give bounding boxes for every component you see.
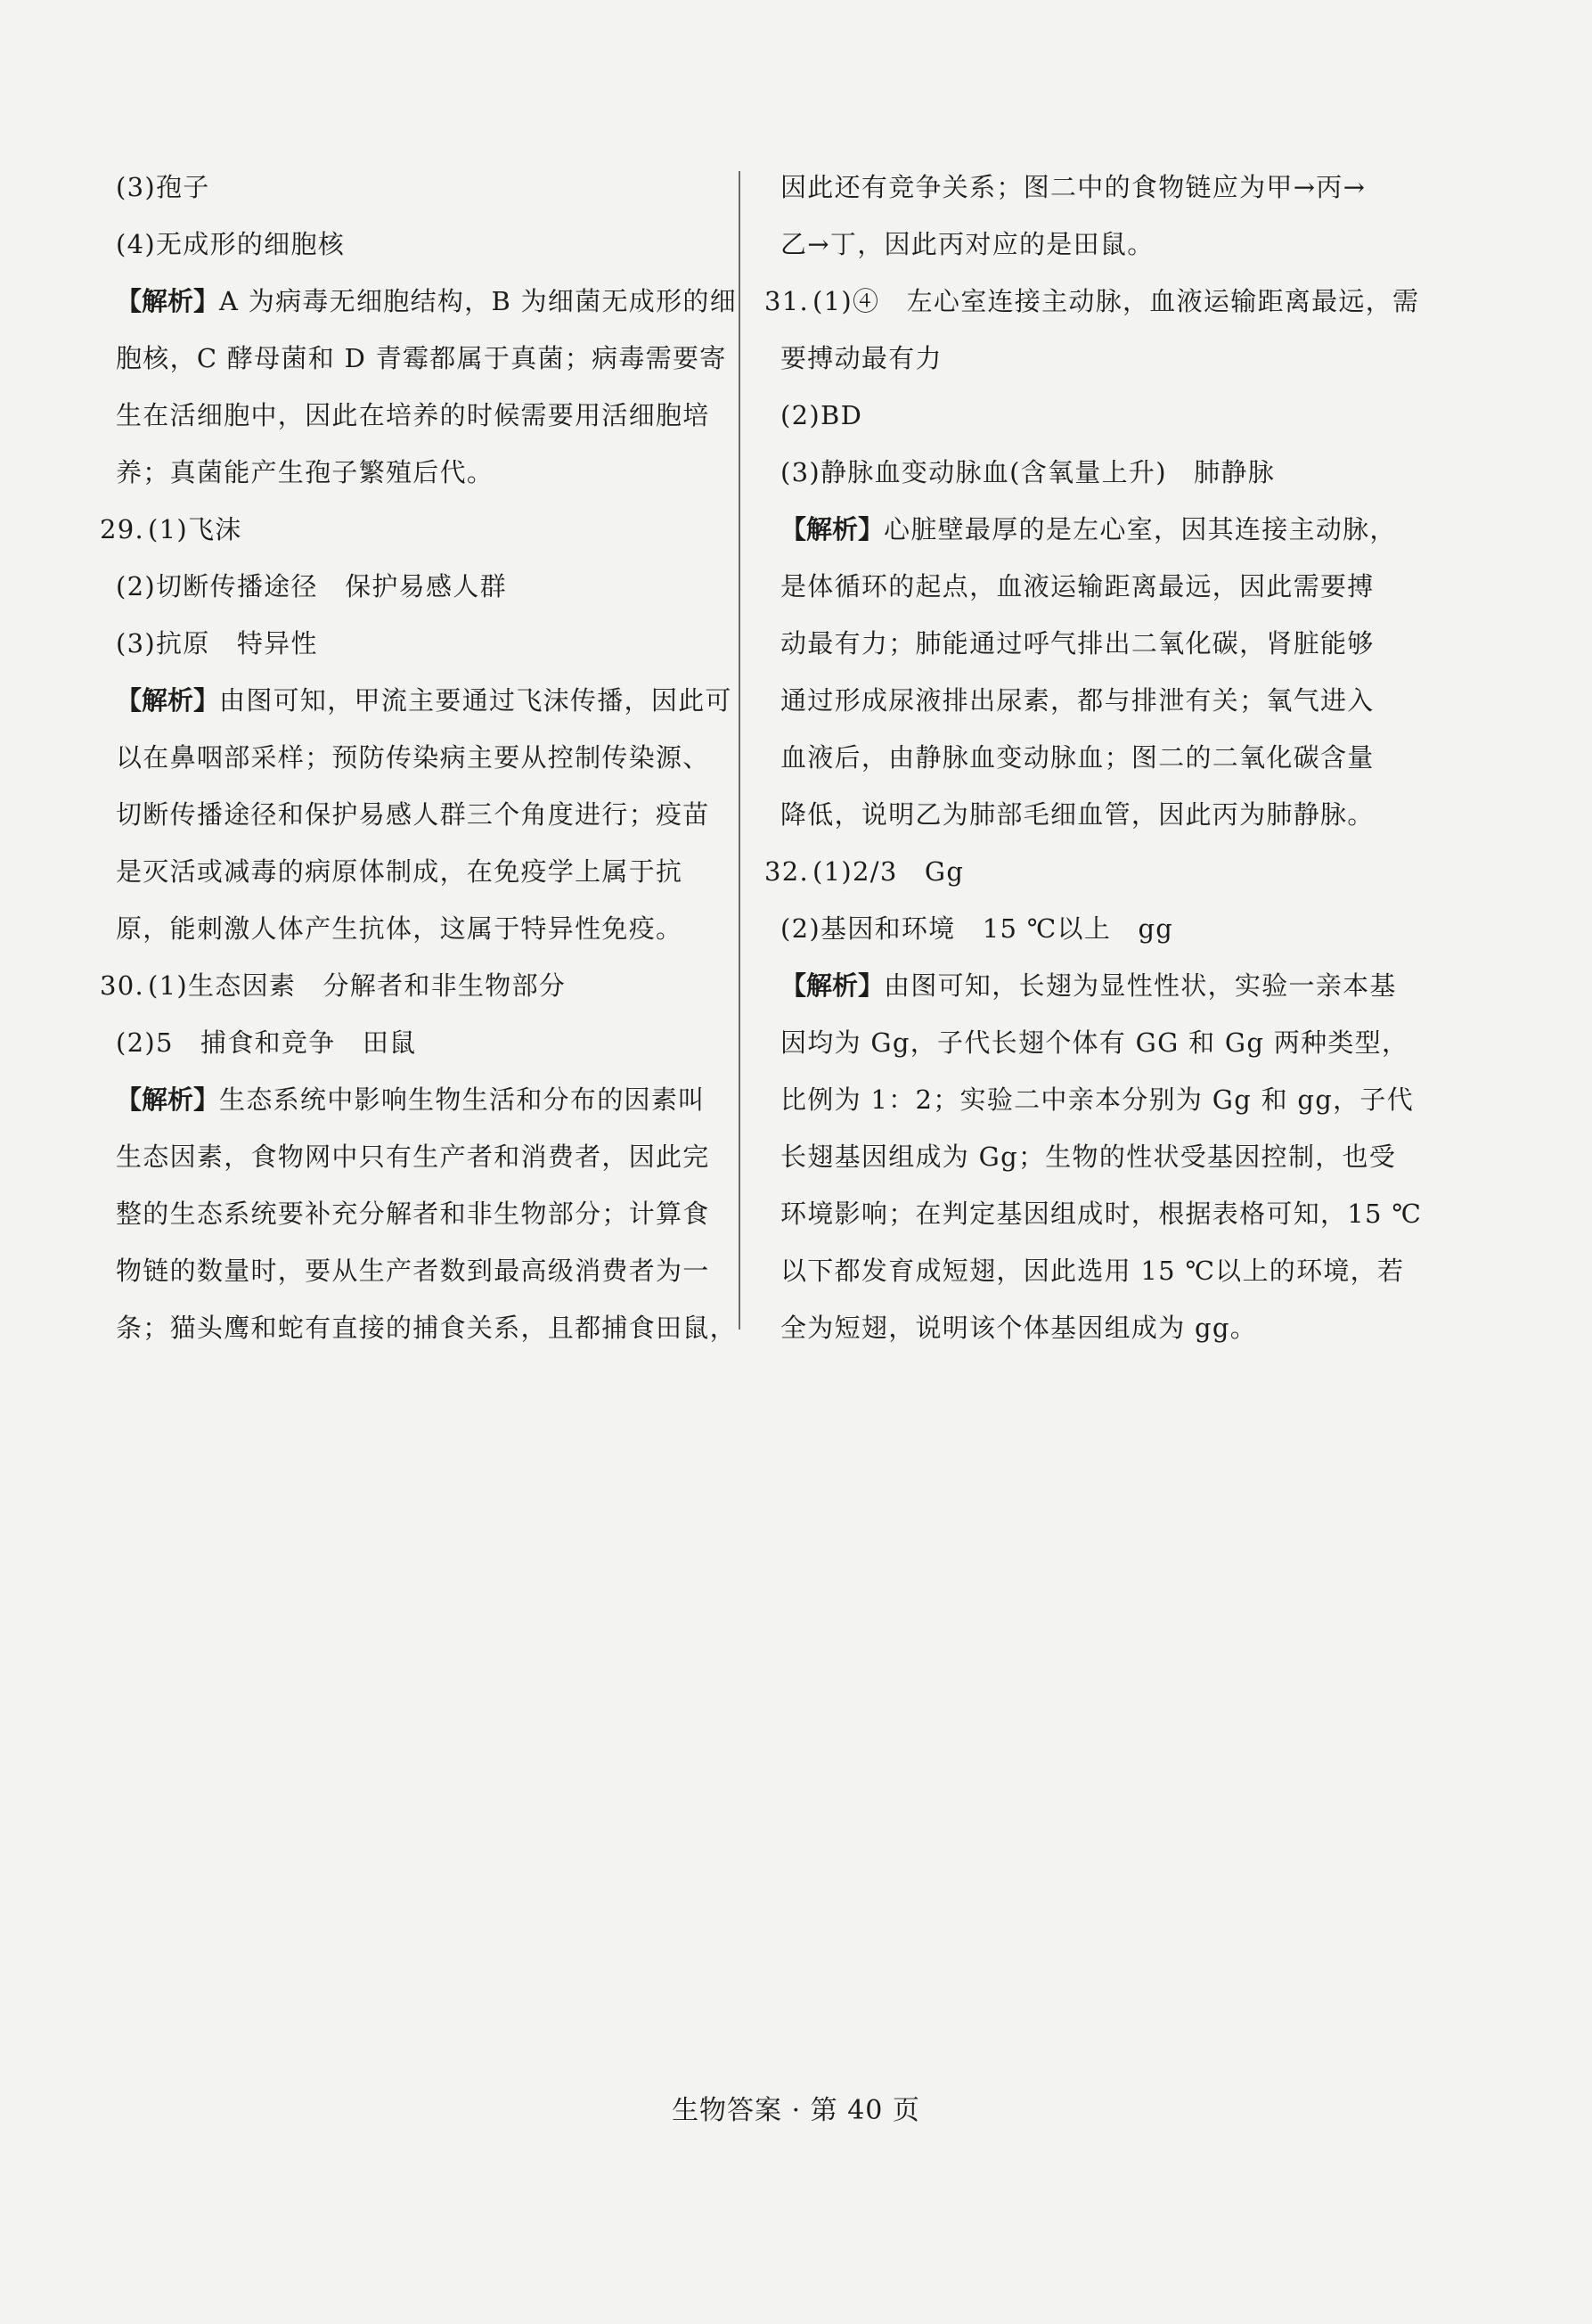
line-text: 原，能刺激人体产生抗体，这属于特异性免疫。 xyxy=(116,913,683,944)
line-text: 条；猫头鹰和蛇有直接的捕食关系，且都捕食田鼠， xyxy=(116,1313,737,1343)
line-text: A 为病毒无细胞结构，B 为细菌无成形的细 xyxy=(219,286,738,316)
text-line xyxy=(764,1185,1425,1242)
text-line xyxy=(764,1014,1425,1071)
line-text: 因此还有竞争关系；图二中的食物链应为甲→丙→ xyxy=(780,172,1367,202)
text-line xyxy=(100,273,738,330)
line-text: (2)基因和环境 15 ℃以上 gg xyxy=(780,913,1174,944)
analysis-tag: 【解析】 xyxy=(116,685,220,716)
text-line xyxy=(100,1071,723,1128)
line-text: 由图可知，长翅为显性性状，实验一亲本基 xyxy=(884,970,1397,1001)
line-text: 生态系统中影响生物生活和分布的因素叫 xyxy=(219,1084,706,1115)
line-text: 乙→丁，因此丙对应的是田鼠。 xyxy=(780,229,1155,259)
analysis-tag: 【解析】 xyxy=(116,286,220,316)
line-text: 要搏动最有力 xyxy=(780,343,943,373)
line-text: 物链的数量时，要从生产者数到最高级消费者为一 xyxy=(116,1256,710,1286)
text-line xyxy=(100,615,723,672)
line-text: (1)生态因素 分解者和非生物部分 xyxy=(148,970,567,1001)
line-text: 长翅基因组成为 Gg；生物的性状受基因控制，也受 xyxy=(780,1142,1397,1172)
text-line xyxy=(764,387,1425,444)
column-divider xyxy=(739,171,740,1330)
line-text: (2)5 捕食和竞争 田鼠 xyxy=(116,1027,417,1058)
question-number: 31. xyxy=(764,286,810,316)
text-line xyxy=(100,957,723,1014)
line-text: 以下都发育成短翅，因此选用 15 ℃以上的环境，若 xyxy=(780,1256,1405,1286)
line-text: 生态因素，食物网中只有生产者和消费者，因此完 xyxy=(116,1142,710,1172)
text-line xyxy=(764,615,1425,672)
text-line xyxy=(100,672,732,729)
line-text: 动最有力；肺能通过呼气排出二氧化碳，肾脏能够 xyxy=(780,628,1375,659)
line-text: 降低，说明乙为肺部毛细血管，因此丙为肺静脉。 xyxy=(780,799,1375,830)
line-text: 血液后，由静脉血变动脉血；图二的二氧化碳含量 xyxy=(780,742,1375,773)
text-line xyxy=(764,159,1425,216)
text-line xyxy=(100,843,723,900)
line-text: 养；真菌能产生孢子繁殖后代。 xyxy=(116,457,494,487)
text-line xyxy=(764,501,1425,558)
text-line xyxy=(100,501,723,558)
text-line xyxy=(764,729,1425,786)
line-text: (4)无成形的细胞核 xyxy=(116,229,346,259)
line-text: 切断传播途径和保护易感人群三个角度进行；疫苗 xyxy=(116,799,710,830)
text-line xyxy=(764,444,1425,501)
line-text: 生在活细胞中，因此在培养的时候需要用活细胞培 xyxy=(116,400,710,430)
text-line xyxy=(764,1128,1425,1185)
line-text: (1)2/3 Gg xyxy=(812,856,965,887)
text-line xyxy=(764,216,1425,273)
analysis-tag: 【解析】 xyxy=(780,970,885,1001)
question-number: 32. xyxy=(764,856,810,887)
line-text: 通过形成尿液排出尿素，都与排泄有关；氧气进入 xyxy=(780,685,1375,716)
line-text: 整的生态系统要补充分解者和非生物部分；计算食 xyxy=(116,1199,710,1229)
text-line xyxy=(100,1128,723,1185)
left-column xyxy=(100,159,738,1356)
text-line xyxy=(100,1242,723,1299)
page-footer: 生物答案 · 第 40 页 xyxy=(672,2095,920,2126)
line-text: (1)④ 左心室连接主动脉，血液运输距离最远，需 xyxy=(812,286,1420,316)
text-line xyxy=(764,1242,1425,1299)
line-text: 环境影响；在判定基因组成时，根据表格可知，15 ℃ xyxy=(780,1199,1423,1229)
text-line xyxy=(100,1014,723,1071)
text-line xyxy=(764,672,1425,729)
analysis-tag: 【解析】 xyxy=(116,1084,220,1115)
question-number: 29. xyxy=(100,514,145,544)
text-line xyxy=(100,1299,737,1356)
line-text: (3)静脉血变动脉血(含氧量上升) 肺静脉 xyxy=(780,457,1276,487)
text-line xyxy=(100,159,723,216)
text-line xyxy=(100,729,723,786)
text-line xyxy=(764,843,1425,900)
text-line xyxy=(764,1071,1425,1128)
text-line xyxy=(100,558,723,615)
line-text: 心脏壁最厚的是左心室，因其连接主动脉， xyxy=(884,514,1397,544)
line-text: (1)飞沫 xyxy=(148,514,242,544)
question-number: 30. xyxy=(100,970,145,1001)
text-line xyxy=(764,1299,1425,1356)
text-line xyxy=(764,558,1425,615)
text-line xyxy=(100,786,723,843)
line-text: 全为短翅，说明该个体基因组成为 gg。 xyxy=(780,1313,1258,1343)
text-line xyxy=(100,900,723,957)
analysis-tag: 【解析】 xyxy=(780,514,885,544)
text-line xyxy=(100,1185,723,1242)
line-text: 因均为 Gg，子代长翅个体有 GG 和 Gg 两种类型， xyxy=(780,1027,1409,1058)
line-text: 胞核，C 酵母菌和 D 青霉都属于真菌；病毒需要寄 xyxy=(116,343,727,373)
text-line xyxy=(764,786,1425,843)
line-text: (3)孢子 xyxy=(116,172,210,202)
line-text: 比例为 1：2；实验二中亲本分别为 Gg 和 gg，子代 xyxy=(780,1084,1415,1115)
text-line xyxy=(100,387,723,444)
line-text: (3)抗原 特异性 xyxy=(116,628,318,659)
text-line xyxy=(764,900,1425,957)
right-column xyxy=(764,159,1425,1356)
line-text: (2)切断传播途径 保护易感人群 xyxy=(116,571,507,601)
text-line xyxy=(764,957,1425,1014)
line-text: 由图可知，甲流主要通过飞沫传播，因此可 xyxy=(219,685,732,716)
text-line xyxy=(100,444,723,501)
text-line xyxy=(764,273,1425,330)
line-text: (2)BD xyxy=(780,400,863,430)
line-text: 以在鼻咽部采样；预防传染病主要从控制传染源、 xyxy=(116,742,710,773)
line-text: 是体循环的起点，血液运输距离最远，因此需要搏 xyxy=(780,571,1375,601)
text-line xyxy=(100,216,723,273)
text-line xyxy=(100,330,727,387)
line-text: 是灭活或减毒的病原体制成，在免疫学上属于抗 xyxy=(116,856,683,887)
text-line xyxy=(764,330,1425,387)
